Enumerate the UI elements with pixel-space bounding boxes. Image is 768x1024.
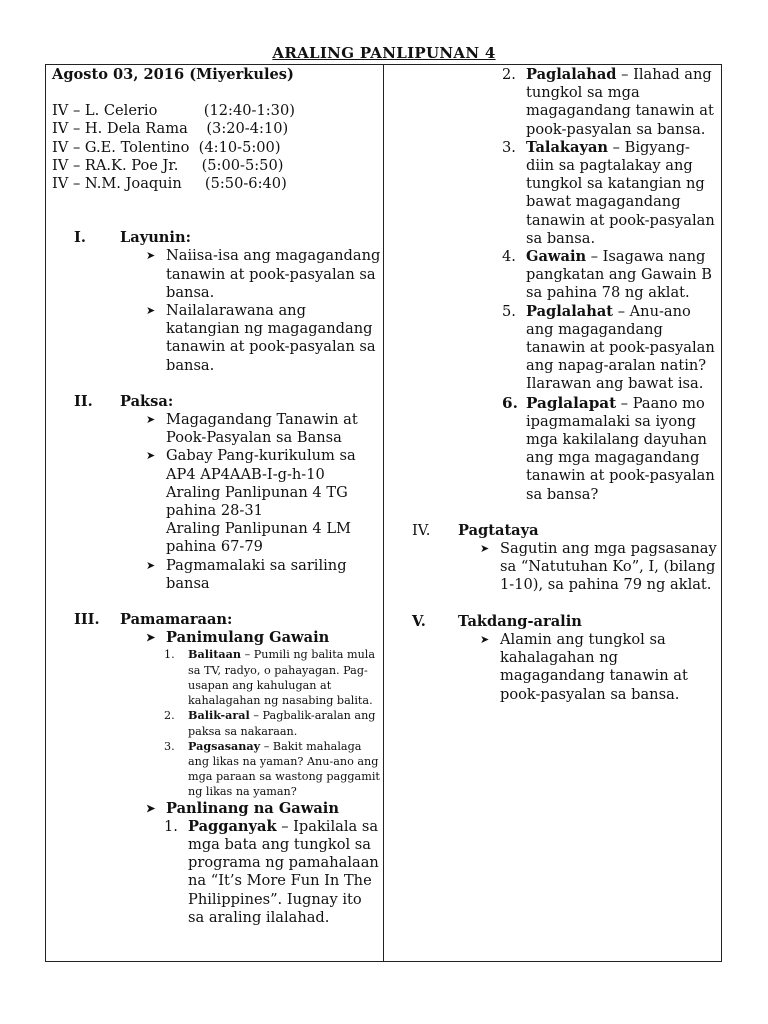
lesson-date: Agosto 03, 2016 (Miyerkules) — [52, 66, 294, 83]
schedule-list — [52, 102, 382, 193]
list-item: 2. Paglalahad – Ilahad ang tungkol sa mga magagandang tanawin at pook-pasyalan sa bansa. — [502, 66, 714, 138]
list-item: 3. Pagsasanay – Bakit mahalaga ang likas na yaman? Anu-ano ang mga paraan sa wastong paggamit ng likas na yaman? — [164, 738, 380, 799]
list-item: ➤ Pagmamalaki sa sariling bansa — [146, 556, 347, 592]
section-heading: Layunin: — [120, 229, 191, 247]
right-column — [396, 66, 718, 704]
schedule-item: IV – L. Celerio (12:40-1:30) — [52, 102, 295, 120]
list-item: ➤ Magagandang Tanawin at Pook-Pasyalan sa Bansa — [146, 411, 358, 447]
list-item: ➤ Nailalarawana ang katangian ng magagandang tanawin at pook-pasyalan sa bansa. — [146, 302, 376, 374]
list-item: ➤ Alamin ang tungkol sa kahalagahan ng magagandang tanawin at pook-pasyalan sa bansa. — [480, 630, 688, 703]
list-item: 1. Pagganyak – Ipakilala sa mga bata ang tungkol sa programa ng pamahalaan na “It’s More Fun In The Philippines”. Iugnay ito sa araling ilalahad. — [164, 817, 379, 926]
schedule-item: IV – N.M. Joaquin (5:50-6:40) — [52, 175, 287, 193]
section-layunin — [52, 229, 382, 247]
arrow-bullet-icon: ➤ — [146, 449, 156, 463]
list-item: 1. Balitaan – Pumili ng balita mula sa TV, radyo, o pahayagan. Pag-usapan ang kahulugan at kahalagahan ng nasabing balita. — [164, 647, 376, 708]
arrow-bullet-icon: ➤ — [146, 249, 156, 263]
section-number: III. — [74, 611, 100, 629]
section-number: I. — [74, 229, 86, 247]
section-heading: Paksa: — [120, 392, 174, 410]
schedule-item: IV – H. Dela Rama (3:20-4:10) — [52, 120, 289, 138]
arrow-bullet-icon: ➤ — [146, 801, 156, 815]
section-pamamaraan — [52, 611, 382, 629]
arrow-bullet-icon: ➤ — [480, 632, 490, 646]
schedule-item: IV – RA.K. Poe Jr. (5:00-5:50) — [52, 156, 284, 174]
list-item: 6. Paglalapat – Paano mo ipagmamalaki sa iyong mga kakilalang dayuhan ang mga magagandang tanawin at pook-pasyalan sa bansa? — [502, 393, 715, 503]
list-item: 4. Gawain – Isagawa nang pangkatan ang Gawain B sa pahina 78 ng aklat. — [502, 248, 712, 302]
section-heading: Pamamaraan: — [120, 611, 233, 629]
arrow-bullet-icon: ➤ — [146, 413, 156, 427]
section-number: IV. — [412, 521, 431, 539]
document-title: ARALING PANLIPUNAN 4 — [272, 44, 496, 62]
subsection-panimula: ➤ Panimulang Gawain — [146, 629, 330, 647]
list-item: 5. Paglalahat – Anu-ano ang magagandang tanawin at pook-pasyalan ang napag-aralan natin? Ilarawan ang bawat isa. — [502, 302, 715, 393]
arrow-bullet-icon: ➤ — [480, 542, 490, 556]
list-item: 3. Talakayan – Bigyang-diin sa pagtalakay ang tungkol sa katangian ng bawat magagandang tanawin at pook-pasyalan sa bansa. — [502, 138, 715, 247]
schedule-item: IV – G.E. Tolentino (4:10-5:00) — [52, 138, 281, 156]
section-number: V. — [412, 612, 426, 630]
list-item: 2. Balik-aral – Pagbalik-aralan ang paksa sa nakaraan. — [164, 708, 376, 738]
column-divider — [383, 64, 384, 962]
list-item: ➤ Naiisa-isa ang magagandang tanawin at pook-pasyalan sa bansa. — [146, 247, 381, 301]
arrow-bullet-icon: ➤ — [146, 631, 156, 645]
section-heading: Pagtataya — [458, 521, 539, 539]
subsection-panlinang: ➤ Panlinang na Gawain — [146, 799, 339, 817]
section-takdang-aralin — [396, 613, 718, 631]
section-number: II. — [74, 392, 93, 410]
section-heading: Takdang-aralin — [458, 612, 582, 630]
list-item: ➤ Sagutin ang mga pagsasanay sa “Natutuhan Ko”, I, (bilang 1-10), sa pahina 79 ng aklat. — [480, 540, 717, 594]
section-pagtataya — [396, 522, 718, 540]
arrow-bullet-icon: ➤ — [146, 558, 156, 572]
left-column — [52, 66, 382, 927]
section-paksa — [52, 393, 382, 411]
list-item: ➤ Gabay Pang-kurikulum sa AP4 AP4AAB-I-g-h-10 Araling Panlipunan 4 TG pahina 28-31 Araling Panlipunan 4 LM pahina 67-79 — [146, 447, 356, 556]
arrow-bullet-icon: ➤ — [146, 304, 156, 318]
